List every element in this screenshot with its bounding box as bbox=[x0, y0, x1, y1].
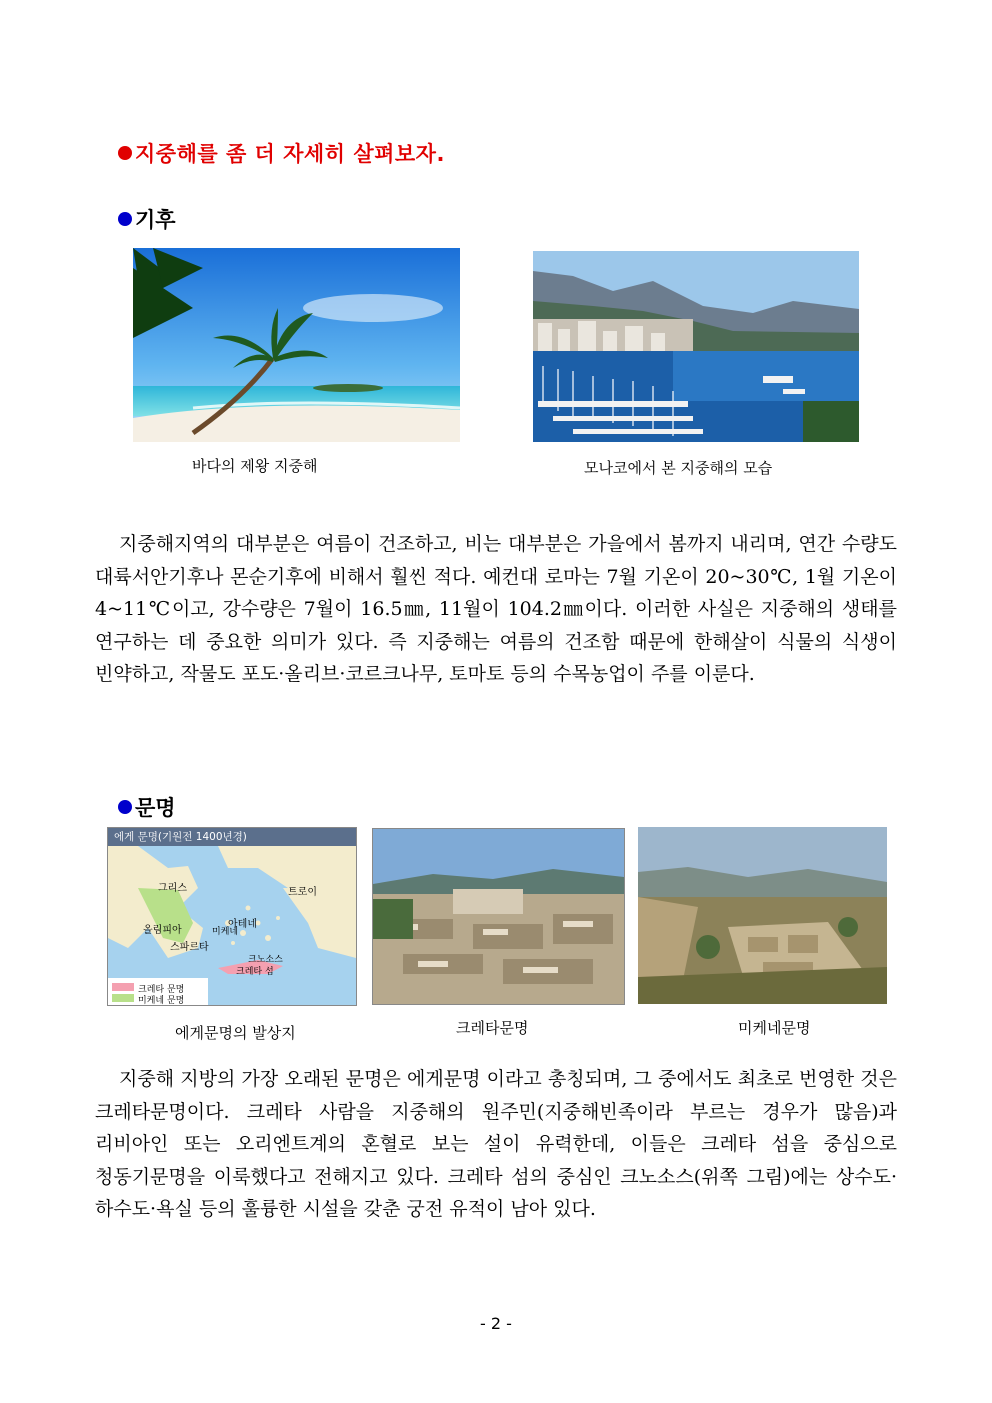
climate-heading bbox=[118, 204, 176, 234]
crete-ruins-photo bbox=[372, 828, 625, 1005]
climate-paragraph: 지중해지역의 대부분은 여름이 건조하고, 비는 대부분은 가을에서 봄까지 내리며, 연간 수량도 대륙서안기후나 몬순기후에 비해서 훨씬 적다. 예컨대 로마는 7월 기온이 20~30℃, 1월 기온이 4~11℃이고, 강수량은 7월이 16.5㎜, 11월이 104.2㎜이다. 이러한 사실은 지중해의 생태를 연구하는 데 중요한 의미가 있다. 즉 지중해는 여름의 건조함 때문에 한해살이 식물의 식생이 빈약하고, 작물도 포도·올리브·코르크나무, 토마토 등의 수목농업이 주를 이룬다. bbox=[95, 533, 897, 685]
map-caption: 에게문명의 발상지 bbox=[175, 1024, 296, 1042]
bullet-icon bbox=[118, 800, 132, 814]
map-legend-mycenae: 미케네 문명 bbox=[138, 996, 185, 1006]
map-label-sparta: 스파르타 bbox=[170, 942, 209, 953]
beach-photo bbox=[133, 248, 460, 442]
monaco-photo-caption: 모나코에서 본 지중해의 모습 bbox=[584, 459, 773, 477]
map-label-crete: 크레타 섬 bbox=[236, 967, 274, 977]
mycenae-caption: 미케네문명 bbox=[738, 1019, 811, 1037]
map-label-olympia: 올림피아 bbox=[143, 925, 182, 936]
climate-heading-text: 기후 bbox=[135, 208, 176, 232]
map-label-knossos: 크노소스 bbox=[248, 955, 283, 965]
mycenae-ruins-photo bbox=[638, 827, 887, 1004]
beach-photo-caption: 바다의 제왕 지중해 bbox=[192, 457, 318, 475]
aegean-map bbox=[107, 827, 357, 1006]
map-label-troy: 트로이 bbox=[288, 887, 317, 898]
bullet-icon bbox=[118, 146, 132, 160]
main-heading bbox=[118, 138, 445, 168]
bullet-icon bbox=[118, 212, 132, 226]
civilization-paragraph: 지중해 지방의 가장 오래된 문명은 에게문명 이라고 총칭되며, 그 중에서도 최초로 번영한 것은 크레타문명이다. 크레타 사람을 지중해의 원주민(지중해빈족이라 부르는 경우가 많음)과 리비아인 또는 오리엔트계의 혼혈로 보는 설이 유력한데, 이들은 크레타 섬을 중심으로 청동기문명을 이룩했다고 전해지고 있다. 크레타 섬의 중심인 크노소스(위쪽 그림)에는 상수도·하수도·욕실 등의 훌륭한 시설을 갖춘 궁전 유적이 남아 있다. bbox=[95, 1068, 897, 1220]
map-label-mycenae: 미케네 bbox=[212, 927, 239, 937]
main-heading-text: 지중해를 좀 더 자세히 살펴보자. bbox=[135, 142, 445, 166]
map-title: 에게 문명(기원전 1400년경) bbox=[114, 831, 247, 843]
map-legend-crete: 크레타 문명 bbox=[138, 985, 185, 995]
civilization-heading bbox=[118, 792, 176, 822]
crete-caption: 크레타문명 bbox=[456, 1019, 529, 1037]
map-label-greece: 그리스 bbox=[158, 883, 187, 894]
civilization-heading-text: 문명 bbox=[135, 796, 176, 820]
monaco-photo bbox=[533, 251, 859, 442]
page-number: - 2 - bbox=[480, 1314, 512, 1333]
map-label-athens: 아테네 bbox=[228, 919, 257, 930]
